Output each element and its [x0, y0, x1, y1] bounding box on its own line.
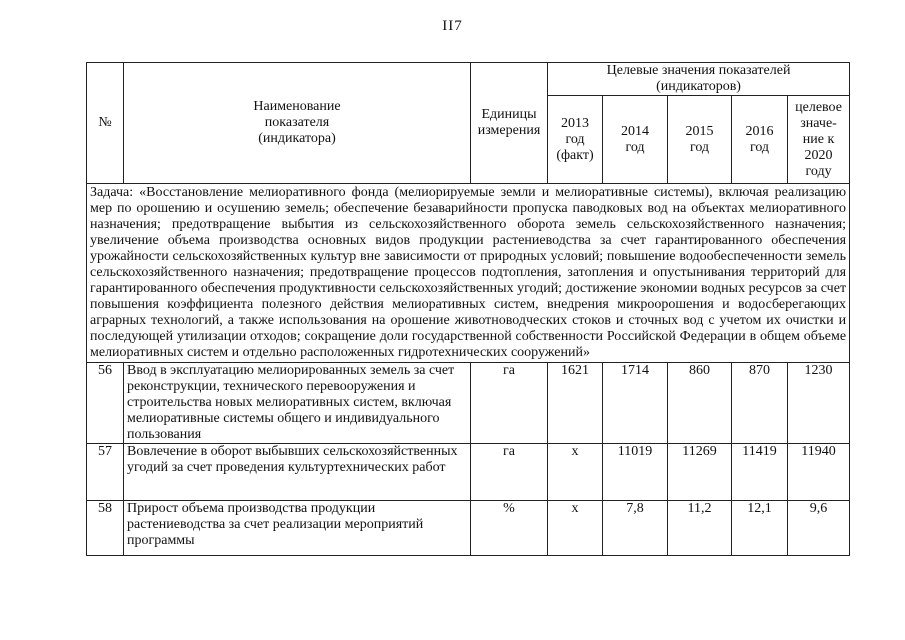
value-2015: 860: [668, 363, 732, 444]
header-target-values: Целевые значения показателей (индикаторов): [548, 63, 850, 96]
table-row: [87, 444, 850, 501]
value-2016: 11419: [732, 444, 788, 501]
header-year-2016: 2016 год: [732, 96, 788, 184]
row-number: 57: [87, 444, 124, 501]
indicators-table: [86, 62, 850, 556]
unit-value: га: [471, 363, 548, 444]
header-year-2013: 2013 год (факт): [548, 96, 603, 184]
value-2015: 11269: [668, 444, 732, 501]
value-2014: 11019: [603, 444, 668, 501]
header-year-2015: 2015 год: [668, 96, 732, 184]
header-indicator-name: Наименование показателя (индикатора): [124, 63, 471, 184]
value-2013: х: [548, 444, 603, 501]
table-row: [87, 501, 850, 556]
value-2020-target: 1230: [788, 363, 850, 444]
table-row: [87, 363, 850, 444]
value-2016: 12,1: [732, 501, 788, 556]
value-2014: 1714: [603, 363, 668, 444]
value-2015: 11,2: [668, 501, 732, 556]
value-2013: х: [548, 501, 603, 556]
header-target-2020: целевое значе- ние к 2020 году: [788, 96, 850, 184]
value-2020-target: 11940: [788, 444, 850, 501]
header-row-1: [87, 63, 850, 96]
row-number: 58: [87, 501, 124, 556]
header-year-2014: 2014 год: [603, 96, 668, 184]
value-2020-target: 9,6: [788, 501, 850, 556]
task-description: Задача: «Восстановление мелиоративного фонда (мелиорируемые земли и мелиоративные системы), включая реализацию мер по орошению и осушению земель; обеспечение безаварийности пропуска паводковых вод на объектах мелиоративного назначения; предотвращение выбытия из сельскохозяйственного оборота земель сельскохозяйственного назначения; увеличение объема производства основных видов продукции растениеводства за счет гарантированного обеспечения урожайности сельскохозяйственных культур вне зависимости от природных условий; повышение водообеспеченности земель сельскохозяйственного назначения; предотвращение процессов подтопления, затопления и опустынивания территорий для гарантированного обеспечения продуктивности сельскохозяйственных угодий; достижение экономии водных ресурсов за счет повышения коэффициента полезного действия мелиоративных систем, внедрения микроорошения и водосберегающих аграрных технологий, а также использования на орошение животноводческих стоков и сточных вод с учетом их очистки и последующей утилизации отходов; сокращение доли государственной собственности Российской Федерации в общем объеме мелиоративных систем и отдельно расположенных гидротехнических сооружений»: [87, 184, 850, 363]
task-row: [87, 184, 850, 363]
unit-value: %: [471, 501, 548, 556]
value-2013: 1621: [548, 363, 603, 444]
row-number: 56: [87, 363, 124, 444]
indicator-name: Прирост объема производства продукции растениеводства за счет реализации мероприятий программы: [124, 501, 471, 556]
value-2016: 870: [732, 363, 788, 444]
value-2014: 7,8: [603, 501, 668, 556]
unit-value: га: [471, 444, 548, 501]
header-num: №: [87, 63, 124, 184]
header-units: Единицы измерения: [471, 63, 548, 184]
indicator-name: Вовлечение в оборот выбывших сельскохозяйственных угодий за счет проведения культуртехнических работ: [124, 444, 471, 501]
indicator-name: Ввод в эксплуатацию мелиорированных земель за счет реконструкции, технического перевооружения и строительства новых мелиоративных систем, включая мелиоративные системы общего и индивидуального пользования: [124, 363, 471, 444]
page-number: II7: [442, 18, 463, 34]
